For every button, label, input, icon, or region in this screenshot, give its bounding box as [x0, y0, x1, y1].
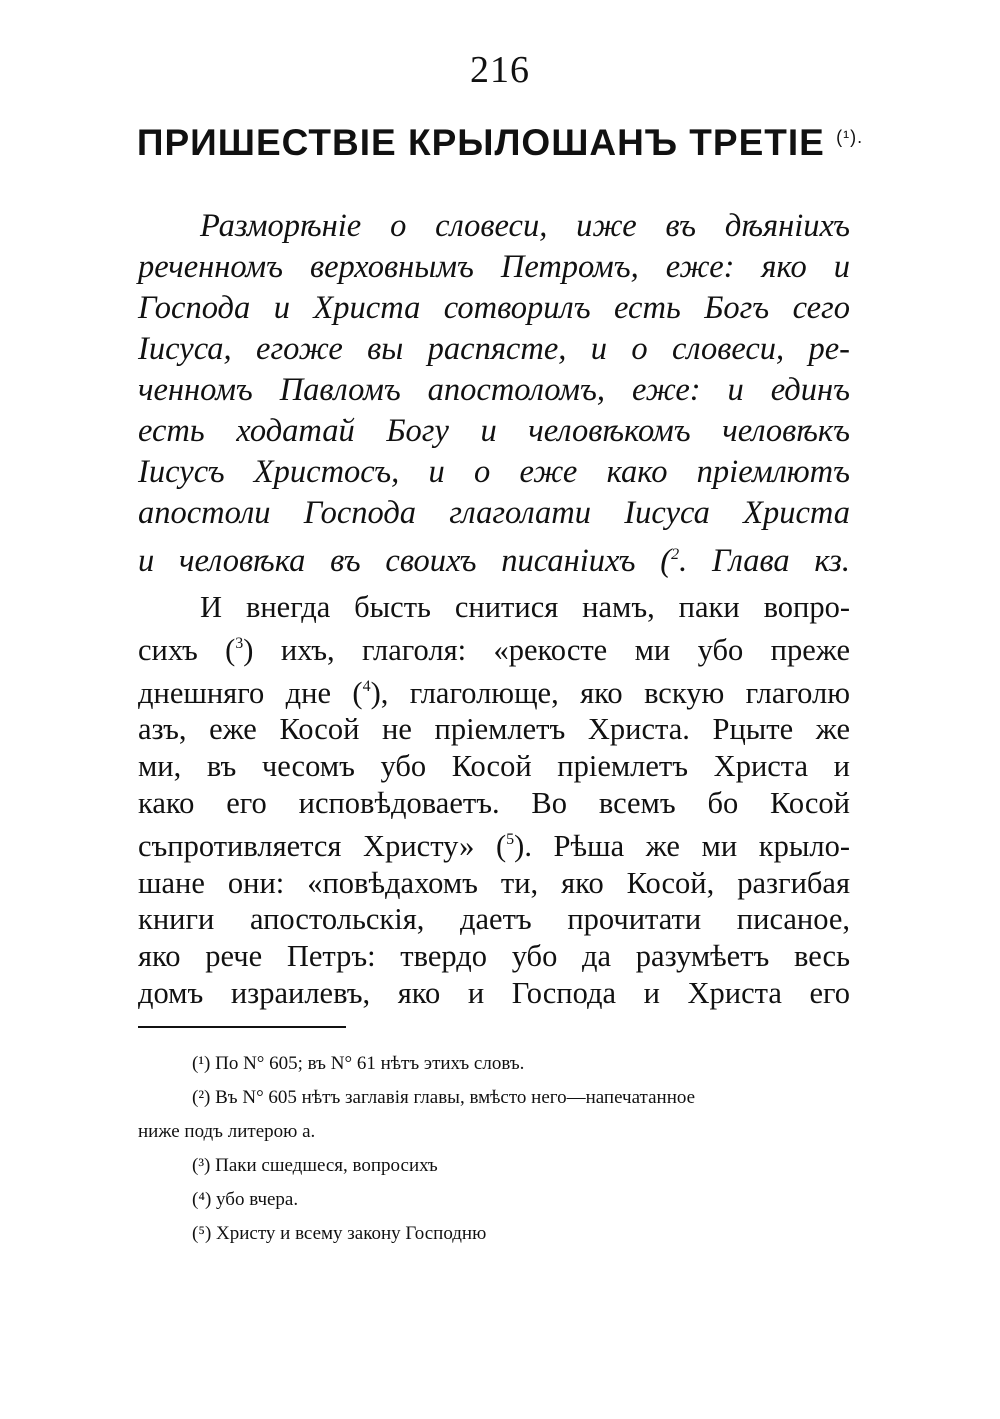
body-line-part: ), глаголюще, яко вскую глаголю	[370, 675, 850, 710]
footnote-mark: (³)	[192, 1155, 211, 1176]
body-line: како его исповѣдоваетъ. Во всемъ бо Косой	[138, 785, 850, 820]
summary-line: апостоли Господа глаголати Іисуса Христа	[138, 495, 850, 531]
body-line: И внегда бысть снитися намъ, паки вопро-	[200, 590, 850, 624]
summary-line: Господа и Христа сотворилъ есть Богъ сего	[138, 290, 850, 326]
page-number: 216	[470, 49, 530, 91]
summary-last-line-end: . Глава кз.	[679, 543, 850, 579]
body-line-part: днешняго дне (	[138, 675, 363, 710]
body-line-part: ). Рѣша же ми крыло-	[514, 828, 850, 863]
footnote-text: убо вчера.	[216, 1189, 299, 1210]
footnote-ref: 4	[362, 677, 371, 695]
body-line-part: съпротивляется Христу» (	[138, 828, 507, 863]
body-line-part: ) ихъ, глаголя: «рекосте ми убо преже	[243, 632, 850, 667]
body-line: книги апостольскія, даетъ прочитати писаное,	[138, 902, 850, 937]
body-line: яко рече Петръ: твердо убо да разумѣетъ весь	[138, 939, 850, 974]
footnote-2-continuation: ниже подъ литерою а.	[138, 1121, 316, 1142]
body-line-part: сихъ (	[138, 632, 236, 667]
footnote-text: Христу и всему закону Господню	[216, 1223, 487, 1244]
body-line: шане они: «повѣдахомъ ти, яко Косой, разгибая	[138, 865, 850, 900]
footnote-mark: (⁵)	[192, 1223, 212, 1244]
summary-line: Іисусъ Христосъ, и о еже како пріемлютъ	[138, 454, 850, 490]
footnote-text: По N° 605; въ N° 61 нѣтъ этихъ словъ.	[215, 1053, 525, 1074]
chapter-title	[0, 122, 1000, 164]
body-line	[138, 626, 850, 669]
footnotes	[138, 1047, 850, 1251]
footnote-text: Паки сшедшеся, вопросихъ	[215, 1155, 438, 1176]
footnote-mark: (¹)	[192, 1053, 211, 1074]
summary-last-line-start: и человѣка въ своихъ писаніихъ	[138, 543, 636, 579]
body-text	[138, 589, 850, 1012]
footnote-2	[138, 1081, 850, 1115]
footnote-separator	[138, 1026, 346, 1028]
footnote-5	[138, 1217, 850, 1251]
summary-line: Іисуса, егоже вы распясте, и о словеси, ре-	[138, 331, 850, 367]
summary-last-line: и человѣка въ своихъ писаніихъ ($^2$. Глава кз.	[138, 543, 850, 579]
body-line: азъ, еже Косой не пріемлетъ Христа. Рцыте же	[138, 712, 850, 747]
footnote-mark: (²)	[192, 1087, 211, 1108]
summary-line: ченномъ Павломъ апостоломъ, еже: и единъ	[138, 372, 850, 408]
footnote-ref: 2	[671, 546, 680, 563]
footnote-3	[138, 1149, 850, 1183]
body-line: домъ израилевъ, яко и Господа и Христа его	[138, 975, 850, 1010]
body-line: ми, въ чесомъ убо Косой пріемлетъ Христа и	[138, 749, 850, 784]
summary-line: Размоpѣніе о словеси, иже въ дѣяніихъ	[200, 208, 850, 244]
footnote-1	[138, 1047, 850, 1081]
footnote-text: Въ N° 605 нѣтъ заглавія главы, вмѣсто него—напечатанное	[215, 1087, 696, 1108]
chapter-summary	[138, 206, 850, 582]
body-line	[138, 669, 850, 712]
footnote-mark: (⁴)	[192, 1189, 212, 1210]
footnote-ref: 3	[235, 634, 244, 652]
summary-line: реченномъ верховнымъ Петромъ, еже: яко и	[138, 249, 850, 285]
chapter-title-text: ПРИШЕСТВІЕ КРЫЛОШАНЪ ТРЕТІЕ	[136, 122, 825, 163]
summary-line: есть ходатай Богу и человѣкомъ человѣкъ	[138, 413, 850, 449]
footnote-ref: 5	[506, 830, 515, 848]
title-footnote-mark: (¹).	[836, 127, 864, 147]
footnote-4	[138, 1183, 850, 1217]
body-line	[138, 822, 850, 865]
